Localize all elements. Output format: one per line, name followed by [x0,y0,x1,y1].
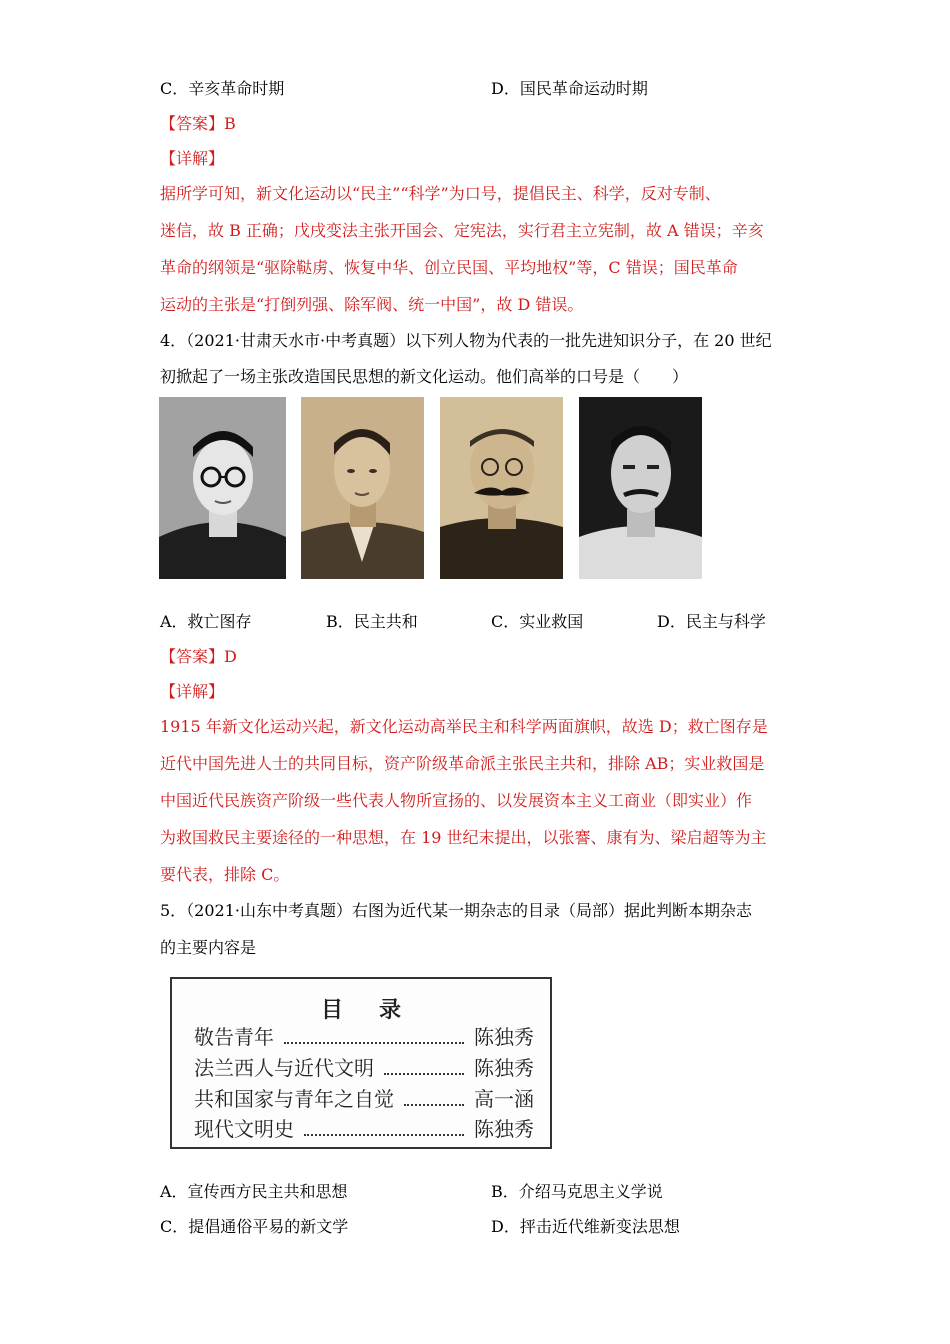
magazine-table-of-contents [170,977,552,1149]
toc-leader-dots [384,1061,464,1075]
toc-article-author: 陈独秀 [474,1117,534,1141]
q5-option-b: B．介绍马克思主义学说 [491,1182,663,1201]
q5-option-a: A．宣传西方民主共和思想 [160,1182,348,1201]
q3-explanation-line: 迷信，故 B 正确；戊戌变法主张开国会、定宪法，实行君主立宪制，故 A 错误；辛亥 [160,221,764,240]
q5-option-d: D．抨击近代维新变法思想 [491,1217,680,1236]
q4-stem-line: 4．（2021·甘肃天水市·中考真题）以下列人物为代表的一批先进知识分子，在 20 世纪 [160,331,772,350]
toc-title: 目录 [320,997,437,1023]
q3-explanation-line: 革命的纲领是“驱除鞑虏、恢复中华、创立民国、平均地权”等，C 错误；国民革命 [160,258,738,277]
toc-article-title: 现代文明史 [194,1117,294,1141]
q3-option-d: D．国民革命运动时期 [491,79,648,98]
q3-explanation-line: 据所学可知，新文化运动以“民主”“科学”为口号，提倡民主、科学，反对专制、 [160,184,721,203]
q3-option-c: C．辛亥革命时期 [160,79,285,98]
portrait-photo [579,397,702,579]
toc-leader-dots [404,1092,464,1106]
toc-article-author: 高一涵 [474,1087,534,1111]
q4-explanation-line: 1915 年新文化运动兴起，新文化运动高举民主和科学两面旗帜，故选 D；救亡图存是 [160,717,768,736]
toc-article-title: 敬告青年 [194,1025,274,1049]
toc-row [194,1025,534,1049]
q3-answer: 【答案】B [160,114,236,133]
q4-option-d: D．民主与科学 [657,612,766,631]
portrait-photo [440,397,563,579]
portrait-photo [301,397,424,579]
q4-answer: 【答案】D [160,647,237,666]
q4-explanation-line: 近代中国先进人士的共同目标，资产阶级革命派主张民主共和，排除 AB；实业救国是 [160,754,765,773]
q4-explanation-line: 要代表，排除 C。 [160,865,290,884]
q4-option-c: C．实业救国 [491,612,584,631]
q5-option-c: C．提倡通俗平易的新文学 [160,1217,349,1236]
toc-row [194,1087,534,1111]
toc-article-author: 陈独秀 [474,1025,534,1049]
toc-row [194,1056,534,1080]
toc-leader-dots [284,1030,464,1044]
toc-row [194,1117,534,1141]
toc-article-title: 法兰西人与近代文明 [194,1056,374,1080]
q4-detail-label: 【详解】 [160,682,225,701]
q3-detail-label: 【详解】 [160,149,225,168]
q5-stem-line: 5．（2021·山东中考真题）右图为近代某一期杂志的目录（局部）据此判断本期杂志 [160,901,752,920]
q4-explanation-line: 为救国救民主要途径的一种思想，在 19 世纪末提出，以张謇、康有为、梁启超等为主 [160,828,767,847]
q4-option-a: A．救亡图存 [160,612,252,631]
toc-article-title: 共和国家与青年之自觉 [194,1087,394,1111]
q4-explanation-line: 中国近代民族资产阶级一些代表人物所宣扬的、以发展资本主义工商业（即实业）作 [160,791,753,810]
portrait-photo [159,397,286,579]
q4-option-b: B．民主共和 [326,612,418,631]
q3-explanation-line: 运动的主张是“打倒列强、除军阀、统一中国”，故 D 错误。 [160,295,584,314]
toc-article-author: 陈独秀 [474,1056,534,1080]
toc-leader-dots [304,1122,464,1136]
q4-stem-line: 初掀起了一场主张改造国民思想的新文化运动。他们高举的口号是（ ） [160,367,689,386]
q5-stem-line: 的主要内容是 [160,938,257,957]
